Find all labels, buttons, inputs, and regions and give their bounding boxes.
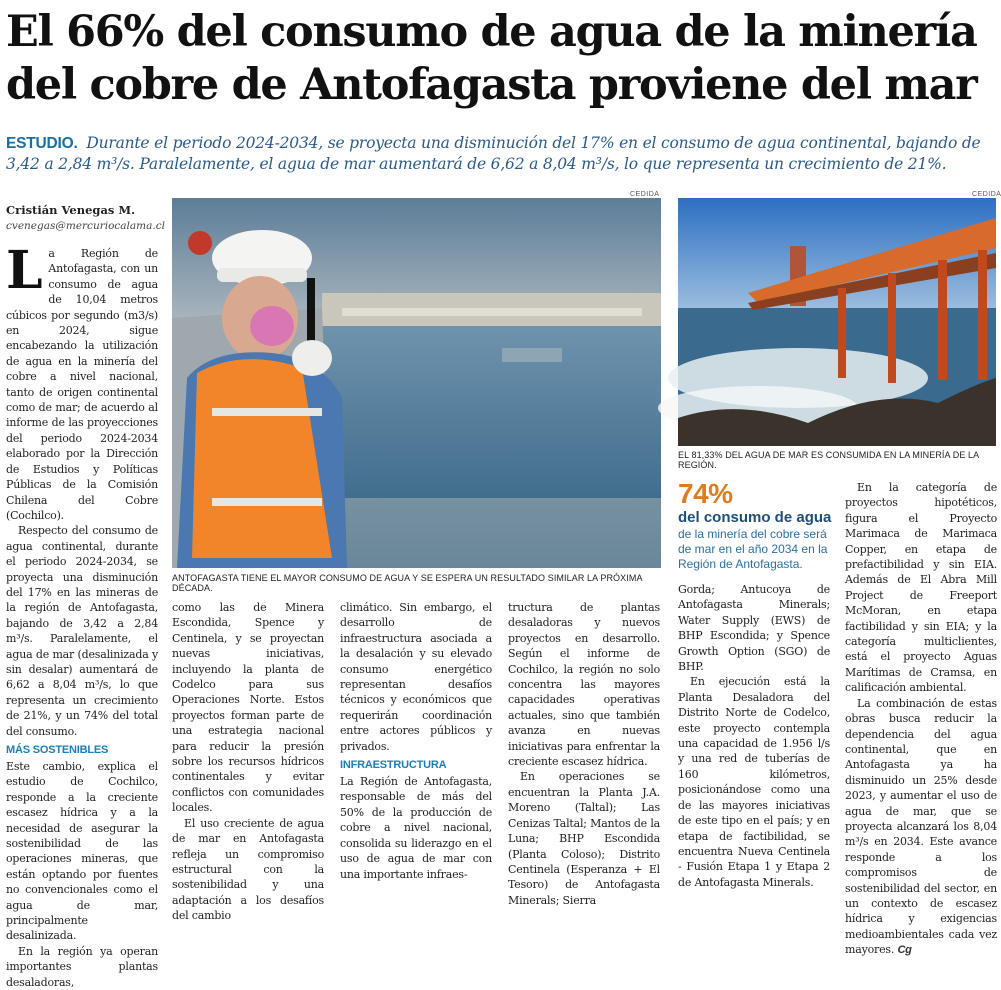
paragraph: En la región ya operan importantes plantas desaladoras, (6, 944, 158, 989)
paragraph: climático. Sin embargo, el desarrollo de infraestructura asociada a la desalación y su elevado consumo energético representan desafíos técnicos y económicos que requerirán coordinación entre actores públicos y privados. (340, 601, 492, 753)
main-photo-caption: ANTOFAGASTA TIENE EL MAYOR CONSUMO DE AGUA Y SE ESPERA UN RESULTADO SIMILAR LA PRÓXIMA DÉCADA. (172, 573, 643, 593)
paragraph: tructura de plantas desaladoras y nuevos proyectos en desarrollo. Según el informe de Cochilco, la región no solo concentra las mayores capacidades operativas actuales, sino que también avanza en nuevas iniciativas para enfrentar la creciente escasez hídrica. (508, 601, 660, 769)
end-mark: Cg (897, 944, 912, 957)
section-heading: MÁS SOSTENIBLES (6, 744, 109, 756)
photo-credit: CEDIDA (972, 191, 1001, 198)
paragraph: La Región de Antofagasta, responsable de más del 50% de la producción de cobre a nivel nacional, consolida su liderazgo en el uso de agua de mar con una importante infraes- (340, 775, 492, 881)
paragraph: En operaciones se encuentran la Planta J.A. Moreno (Taltal); Las Cenizas Taltal; Mantos de la Luna; BHP Escondida (Planta Coloso); Distrito Centinela (Esperanza + El Tesoro) de Antofagasta Minerals; Sierra (508, 770, 660, 907)
stat-value: 74% (678, 478, 733, 509)
subhead (6, 133, 996, 175)
stat-description: de la minería del cobre será de mar en el año 2034 en la Región de Antofagasta. (678, 527, 828, 571)
photo-credit: CEDIDA (630, 191, 660, 198)
section-heading: INFRAESTRUCTURA (340, 759, 447, 772)
paragraph-text: La combinación de estas obras busca reducir la dependencia del agua continental, que en Antofagasta ya ha disminuido un 25% desde 2023, y aumentar el uso de agua de mar, que se proyecta alcanzará los 8,04 m³/s en 2034. Este avance responde a los compromisos de sostenibilidad del sector, en un contexto de escasez hídrica y exigencias medioambientales cada vez mayores. (845, 696, 997, 957)
main-photo (172, 198, 661, 568)
dropcap: L (6, 240, 43, 301)
paragraph: a Región de Antofagasta, con un consumo de agua de 10,04 metros cúbicos por segundo (m3/s) en 2024, sigue encabezando la utilización de agua en la minería del cobre a nivel nacional, tanto de origen continental como de mar; de acuerdo al informe de las proyecciones del periodo 2024-2034 elaborado por la Dirección de Estudios y Políticas Públicas de la Comisión Chilena del Cobre (Cochilco). (6, 247, 158, 522)
worker-photo-illustration (172, 198, 661, 568)
paragraph: El uso creciente de agua de mar en Antofagasta refleja un compromiso estructural con la sostenibilidad y una adaptación a los desafíos del cambio (172, 816, 324, 923)
paragraph: Respecto del consumo de agua continental, durante el periodo 2024-2034, se proyecta una disminución del 17% en las mineras de la región de Antofagasta, bajando de 3,42 a 2,84 m³/s. Paralelamente, el agua de mar (desalinizada y sin desalar) aumentará de 6,62 a 8,04 m³/s, lo que representa un crecimiento de 21%, y un 74% del total del consumo. (6, 524, 158, 738)
paragraph: En la categoría de proyectos hipotéticos, figura el Proyecto Marimaca de Marimaca Copper, en etapa de prefactibilidad y sin EIA. Además de El Abra Mill Project de Freeport McMoran, en etapa factibilidad y sin EIA; y la categoría multiclientes, está el proyecto Aguas Marítimas de Cramsa, en calificación ambiental. (845, 481, 997, 695)
paragraph: En ejecución está la Planta Desaladora del Distrito Norte de Codelco, este proyecto contempla una capacidad de 1.956 l/s y una red de tuberías de 160 kilómetros, posicionándose como una de las mayores iniciativas de este tipo en el país; y en etapa de factibilidad, se encuentra Nueva Centinela - Fusión Etapa 1 y Etapa 2 de Antofagasta Minerals. (678, 675, 830, 889)
paragraph: como las de Minera Escondida, Spence y Centinela, y se proyectan nuevas iniciativas, incluyendo la planta de Codelco para sus Operaciones Norte. Estos proyectos forman parte de una estrategia nacional para reducir la presión sobre los recursos hídricos continentales y evitar conflictos con comunidades locales. (172, 601, 324, 815)
body-column-3 (340, 600, 492, 882)
byline-email[interactable]: cvenegas@mercuriocalama.cl (6, 220, 165, 232)
headline: El 66% del consumo de agua de la minería del cobre de Antofagasta proviene del mar (6, 7, 977, 110)
paragraph: Este cambio, explica el estudio de Cochilco, responde a la creciente escasez hídrica y a la necesidad de asegurar la sostenibilidad de las operaciones mineras, que están optando por fuentes no convencionales como el agua de mar, principalmente desalinizada. (6, 760, 158, 943)
body-column-5 (678, 582, 830, 890)
body-column-4 (508, 600, 660, 908)
body-column-2 (172, 600, 324, 924)
stat-label: del consumo de agua (678, 509, 832, 526)
body-column-1 (6, 240, 158, 990)
side-photo-caption: EL 81,33% DEL AGUA DE MAR ES CONSUMIDA EN LA MINERÍA DE LA REGIÓN. (678, 450, 979, 470)
body-column-6 (845, 480, 997, 959)
subhead-kicker: ESTUDIO. (6, 135, 78, 152)
paragraph (845, 696, 997, 959)
pier-photo-illustration (678, 198, 996, 446)
side-photo (678, 198, 996, 446)
paragraph: Gorda; Antucoya de Antofagasta Minerals; Water Supply (EWS) de BHP Escondida; y Spence Growth Option (SGO) de BHP. (678, 583, 830, 674)
byline-author: Cristián Venegas M. (6, 203, 136, 217)
subhead-text: Durante el periodo 2024-2034, se proyecta una disminución del 17% en el consumo de agua continental, bajando de 3,42 a 2,84 m³/s. Paralelamente, el agua de mar aumentará de 6,62 a 8,04 m³/s, lo que representa un crecimiento de 21%. (6, 134, 981, 173)
